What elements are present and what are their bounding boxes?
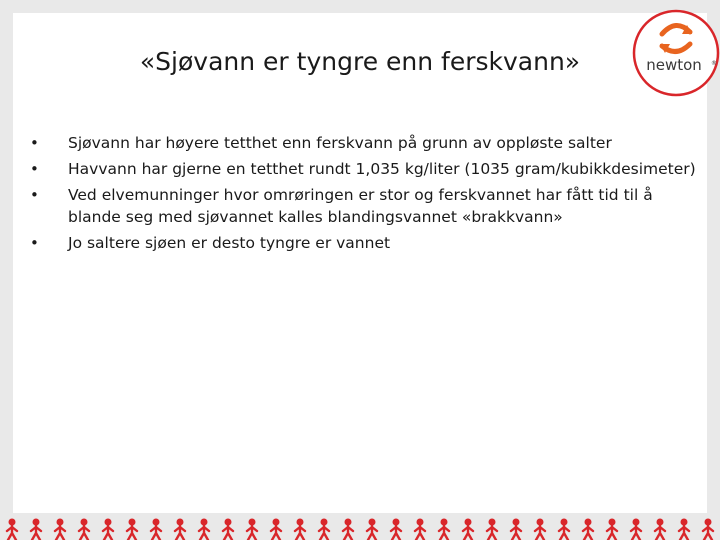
person-silhouette-icon <box>127 519 137 540</box>
bullet-list <box>30 132 698 258</box>
person-silhouette-icon <box>655 519 665 540</box>
bullet-icon: • <box>30 234 39 252</box>
bullet-icon: • <box>30 134 39 152</box>
person-silhouette-icon <box>607 519 617 540</box>
person-silhouette-icon <box>55 519 65 540</box>
bullet-item <box>30 158 698 180</box>
person-silhouette-icon <box>103 519 113 540</box>
bullet-text: Jo saltere sjøen er desto tyngre er vannet <box>68 234 391 252</box>
people-silhouette-border <box>0 514 720 540</box>
bullet-icon: • <box>30 160 39 178</box>
person-silhouette-icon <box>463 519 473 540</box>
person-silhouette-icon <box>535 519 545 540</box>
logo-registered-mark: ® <box>711 60 717 67</box>
bullet-icon: • <box>30 186 39 204</box>
person-silhouette-icon <box>631 519 641 540</box>
person-silhouette-icon <box>31 519 41 540</box>
slide-title: «Sjøvann er tyngre enn ferskvann» <box>139 47 581 76</box>
person-silhouette-icon <box>679 519 689 540</box>
person-silhouette-icon <box>151 519 161 540</box>
person-silhouette-icon <box>319 519 329 540</box>
person-silhouette-icon <box>439 519 449 540</box>
person-silhouette-icon <box>295 519 305 540</box>
person-silhouette-icon <box>487 519 497 540</box>
slide-canvas <box>13 13 707 513</box>
newton-logo-icon <box>632 8 720 98</box>
bullet-text: Ved elvemunninger hvor omrøringen er stor og ferskvannet har fått tid til å blande seg med sjøvannet kalles blandingsvannet «brakkvann» <box>68 186 653 226</box>
bullet-text: Sjøvann har høyere tetthet enn ferskvann på grunn av oppløste salter <box>68 134 612 152</box>
person-silhouette-icon <box>271 519 281 540</box>
person-silhouette-icon <box>367 519 377 540</box>
person-silhouette-icon <box>79 519 89 540</box>
person-silhouette-icon <box>343 519 353 540</box>
person-silhouette-icon <box>415 519 425 540</box>
person-silhouette-icon <box>247 519 257 540</box>
person-silhouette-icon <box>223 519 233 540</box>
bullet-item <box>30 184 698 228</box>
person-silhouette-icon <box>511 519 521 540</box>
bullet-text: Havvann har gjerne en tetthet rundt 1,035 kg/liter (1035 gram/kubikkdesimeter) <box>68 160 696 178</box>
person-silhouette-icon <box>583 519 593 540</box>
person-silhouette-icon <box>703 519 713 540</box>
logo-wordmark: newton <box>646 56 702 74</box>
person-silhouette-icon <box>199 519 209 540</box>
person-silhouette-icon <box>175 519 185 540</box>
bullet-item <box>30 232 698 254</box>
person-silhouette-icon <box>559 519 569 540</box>
person-silhouette-icon <box>7 519 17 540</box>
person-silhouette-icon <box>391 519 401 540</box>
bullet-item <box>30 132 698 154</box>
